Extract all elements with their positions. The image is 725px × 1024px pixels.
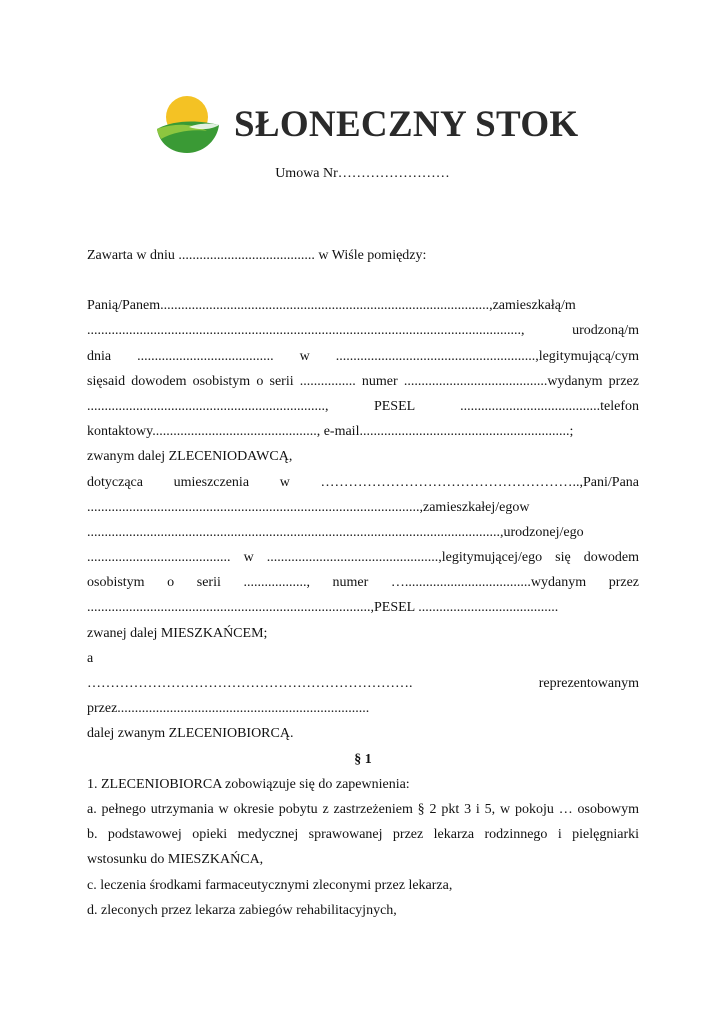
text-line: Panią/Panem..............................................................................................,zamieszkałą/m (87, 298, 576, 314)
document-body (87, 243, 639, 923)
text-line: dnia ....................................... w .........................................................,legitymującą/cym (87, 348, 639, 364)
text-line: ……………………………………………………………. reprezentowanym (87, 676, 639, 691)
text-line: ............................................................................................................................, urodzoną/m (87, 323, 639, 339)
text-line: wstosunku do MIESZKAŃCA, (87, 852, 264, 868)
contract-lines (87, 293, 639, 923)
text-line: 1. ZLECENIOBIORCA zobowiązuje się do zapewnienia: (87, 776, 410, 792)
text-line: dotycząca umieszczenia w ………………………………………………..,Pani/Pana (87, 474, 639, 490)
text-line: ...................................................................., PESEL ........................................telefon (87, 398, 639, 414)
text-line: .................................................................................,PESEL ........................................ (87, 600, 559, 616)
logo (155, 92, 579, 156)
section-heading: § 1 (354, 751, 372, 767)
text-line: zwanym dalej ZLECENIODAWCĄ, (87, 449, 293, 465)
text-line: ......................................... w .................................................,legitymującej/ego się dowodem (87, 550, 639, 566)
text-line: osobistym o serii .................., numer …....................................wydanym przez (87, 575, 639, 591)
text-line: kontaktowy..............................................., e-mail............................................................; (87, 424, 574, 440)
text-line: dalej zwanym ZLECENIOBIORCĄ. (87, 726, 294, 742)
text-line: ......................................................................................................................,urodzonej/ego (87, 524, 584, 540)
text-line: b. podstawowej opieki medycznej sprawowanej przez lekarza rodzinnego i pielęgniarki (87, 827, 639, 843)
text-line: sięsaid dowodem osobistym o serii ................ numer .........................................wydanym przez (87, 373, 639, 389)
text-line: ...............................................................................................,zamieszkałej/egow (87, 499, 530, 515)
text-line: a. pełnego utrzymania w okresie pobytu z zastrzeżeniem § 2 pkt 3 i 5, w pokoju … osobowym (87, 801, 639, 817)
text-line: a (87, 650, 94, 666)
text-line: przez........................................................................ (87, 701, 370, 717)
text-line: d. zleconych przez lekarza zabiegów rehabilitacyjnych, (87, 902, 397, 918)
text-line: zwanej dalej MIESZKAŃCEM; (87, 625, 268, 641)
contract-number: Umowa Nr…………………… (275, 166, 450, 181)
brand-name: SŁONECZNY STOK (234, 103, 579, 145)
text-line: c. leczenia środkami farmaceutycznymi zleconymi przez lekarza, (87, 877, 453, 893)
sun-over-hills-icon (155, 93, 221, 155)
intro-line: Zawarta w dniu ....................................... w Wiśle pomiędzy: (87, 248, 427, 263)
